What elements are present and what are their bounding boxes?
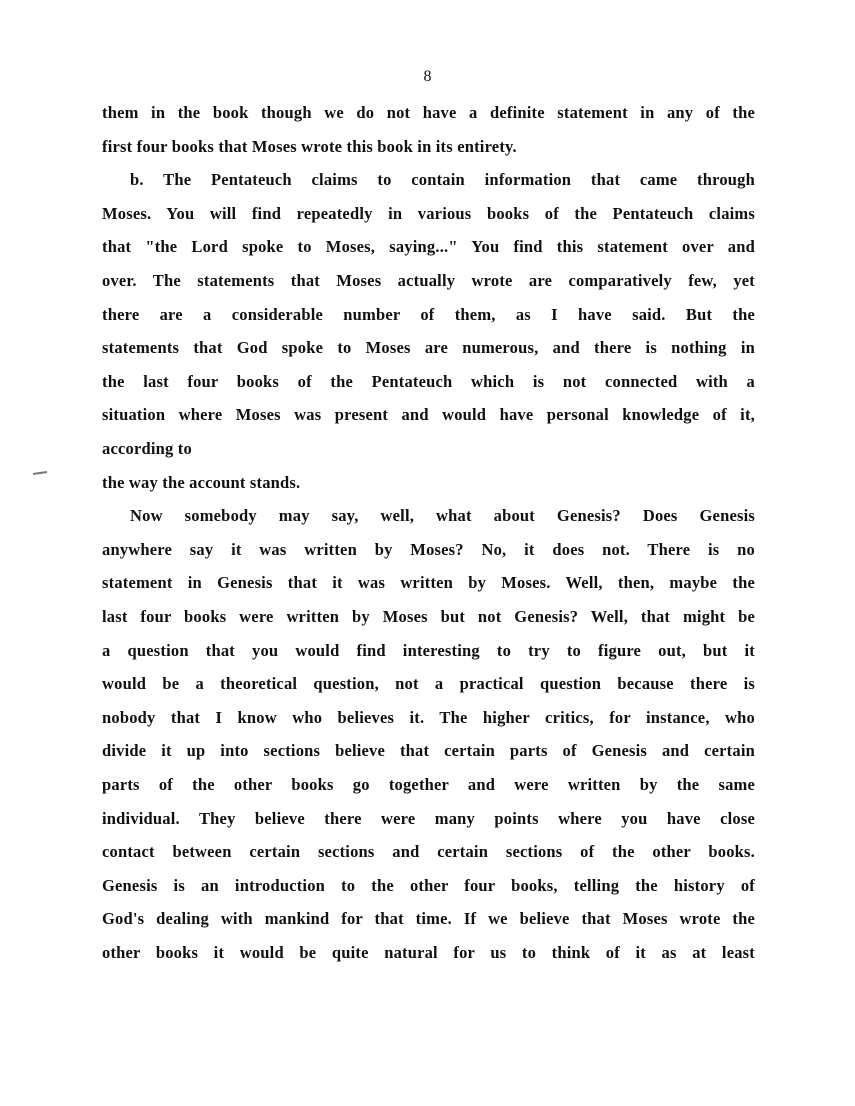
text-line: Genesis is an introduction to the other four books, telling the history of — [102, 875, 755, 895]
text-line: that "the Lord spoke to Moses, saying..." You find this statement over and — [102, 237, 755, 257]
text-line: statements that God spoke to Moses are numerous, and there is nothing in — [102, 338, 755, 358]
text-line: individual. They believe there were many points where you have close — [102, 808, 755, 828]
text-line: divide it up into sections believe that certain parts of Genesis and certain — [102, 741, 755, 761]
text-line: there are a considerable number of them, as I have said. But the — [102, 304, 755, 324]
text-line: nobody that I know who believes it. The higher critics, for instance, who — [102, 707, 755, 727]
text-line: God's dealing with mankind for that time. If we believe that Moses wrote the — [102, 909, 755, 929]
text-line: parts of the other books go together and were written by the same — [102, 775, 755, 794]
text-line: would be a theoretical question, not a practical question because there is — [102, 674, 755, 694]
text-line: Now somebody may say, well, what about Genesis? Does Genesis — [130, 506, 755, 526]
text-line: contact between certain sections and certain sections of the other books. — [102, 842, 755, 862]
text-line: anywhere say it was written by Moses? No, it does not. There is no — [102, 539, 755, 559]
page-number: 8 — [423, 68, 432, 85]
text-line: last four books were written by Moses but not Genesis? Well, that might be — [102, 607, 755, 626]
text-line: b. The Pentateuch claims to contain information that came through — [130, 170, 755, 190]
text-line: the way the account stands. — [102, 472, 301, 492]
text-line: other books it would be quite natural for us to think of it as at least — [102, 943, 755, 962]
scan-artifact — [33, 471, 47, 475]
text-line: a question that you would find interesting to try to figure out, but it — [102, 640, 755, 660]
text-line: them in the book though we do not have a definite statement in any of the — [102, 103, 755, 122]
text-line: situation where Moses was present and would have personal knowledge of it, — [102, 405, 755, 425]
text-line: statement in Genesis that it was written by Moses. Well, then, maybe the — [102, 573, 755, 593]
text-line: Moses. You will find repeatedly in various books of the Pentateuch claims — [102, 203, 755, 223]
text-line: over. The statements that Moses actually wrote are comparatively few, yet — [102, 271, 755, 290]
text-line: according to — [102, 439, 192, 458]
text-line: the last four books of the Pentateuch which is not connected with a — [102, 371, 755, 391]
text-line: first four books that Moses wrote this book in its entirety. — [102, 136, 517, 156]
